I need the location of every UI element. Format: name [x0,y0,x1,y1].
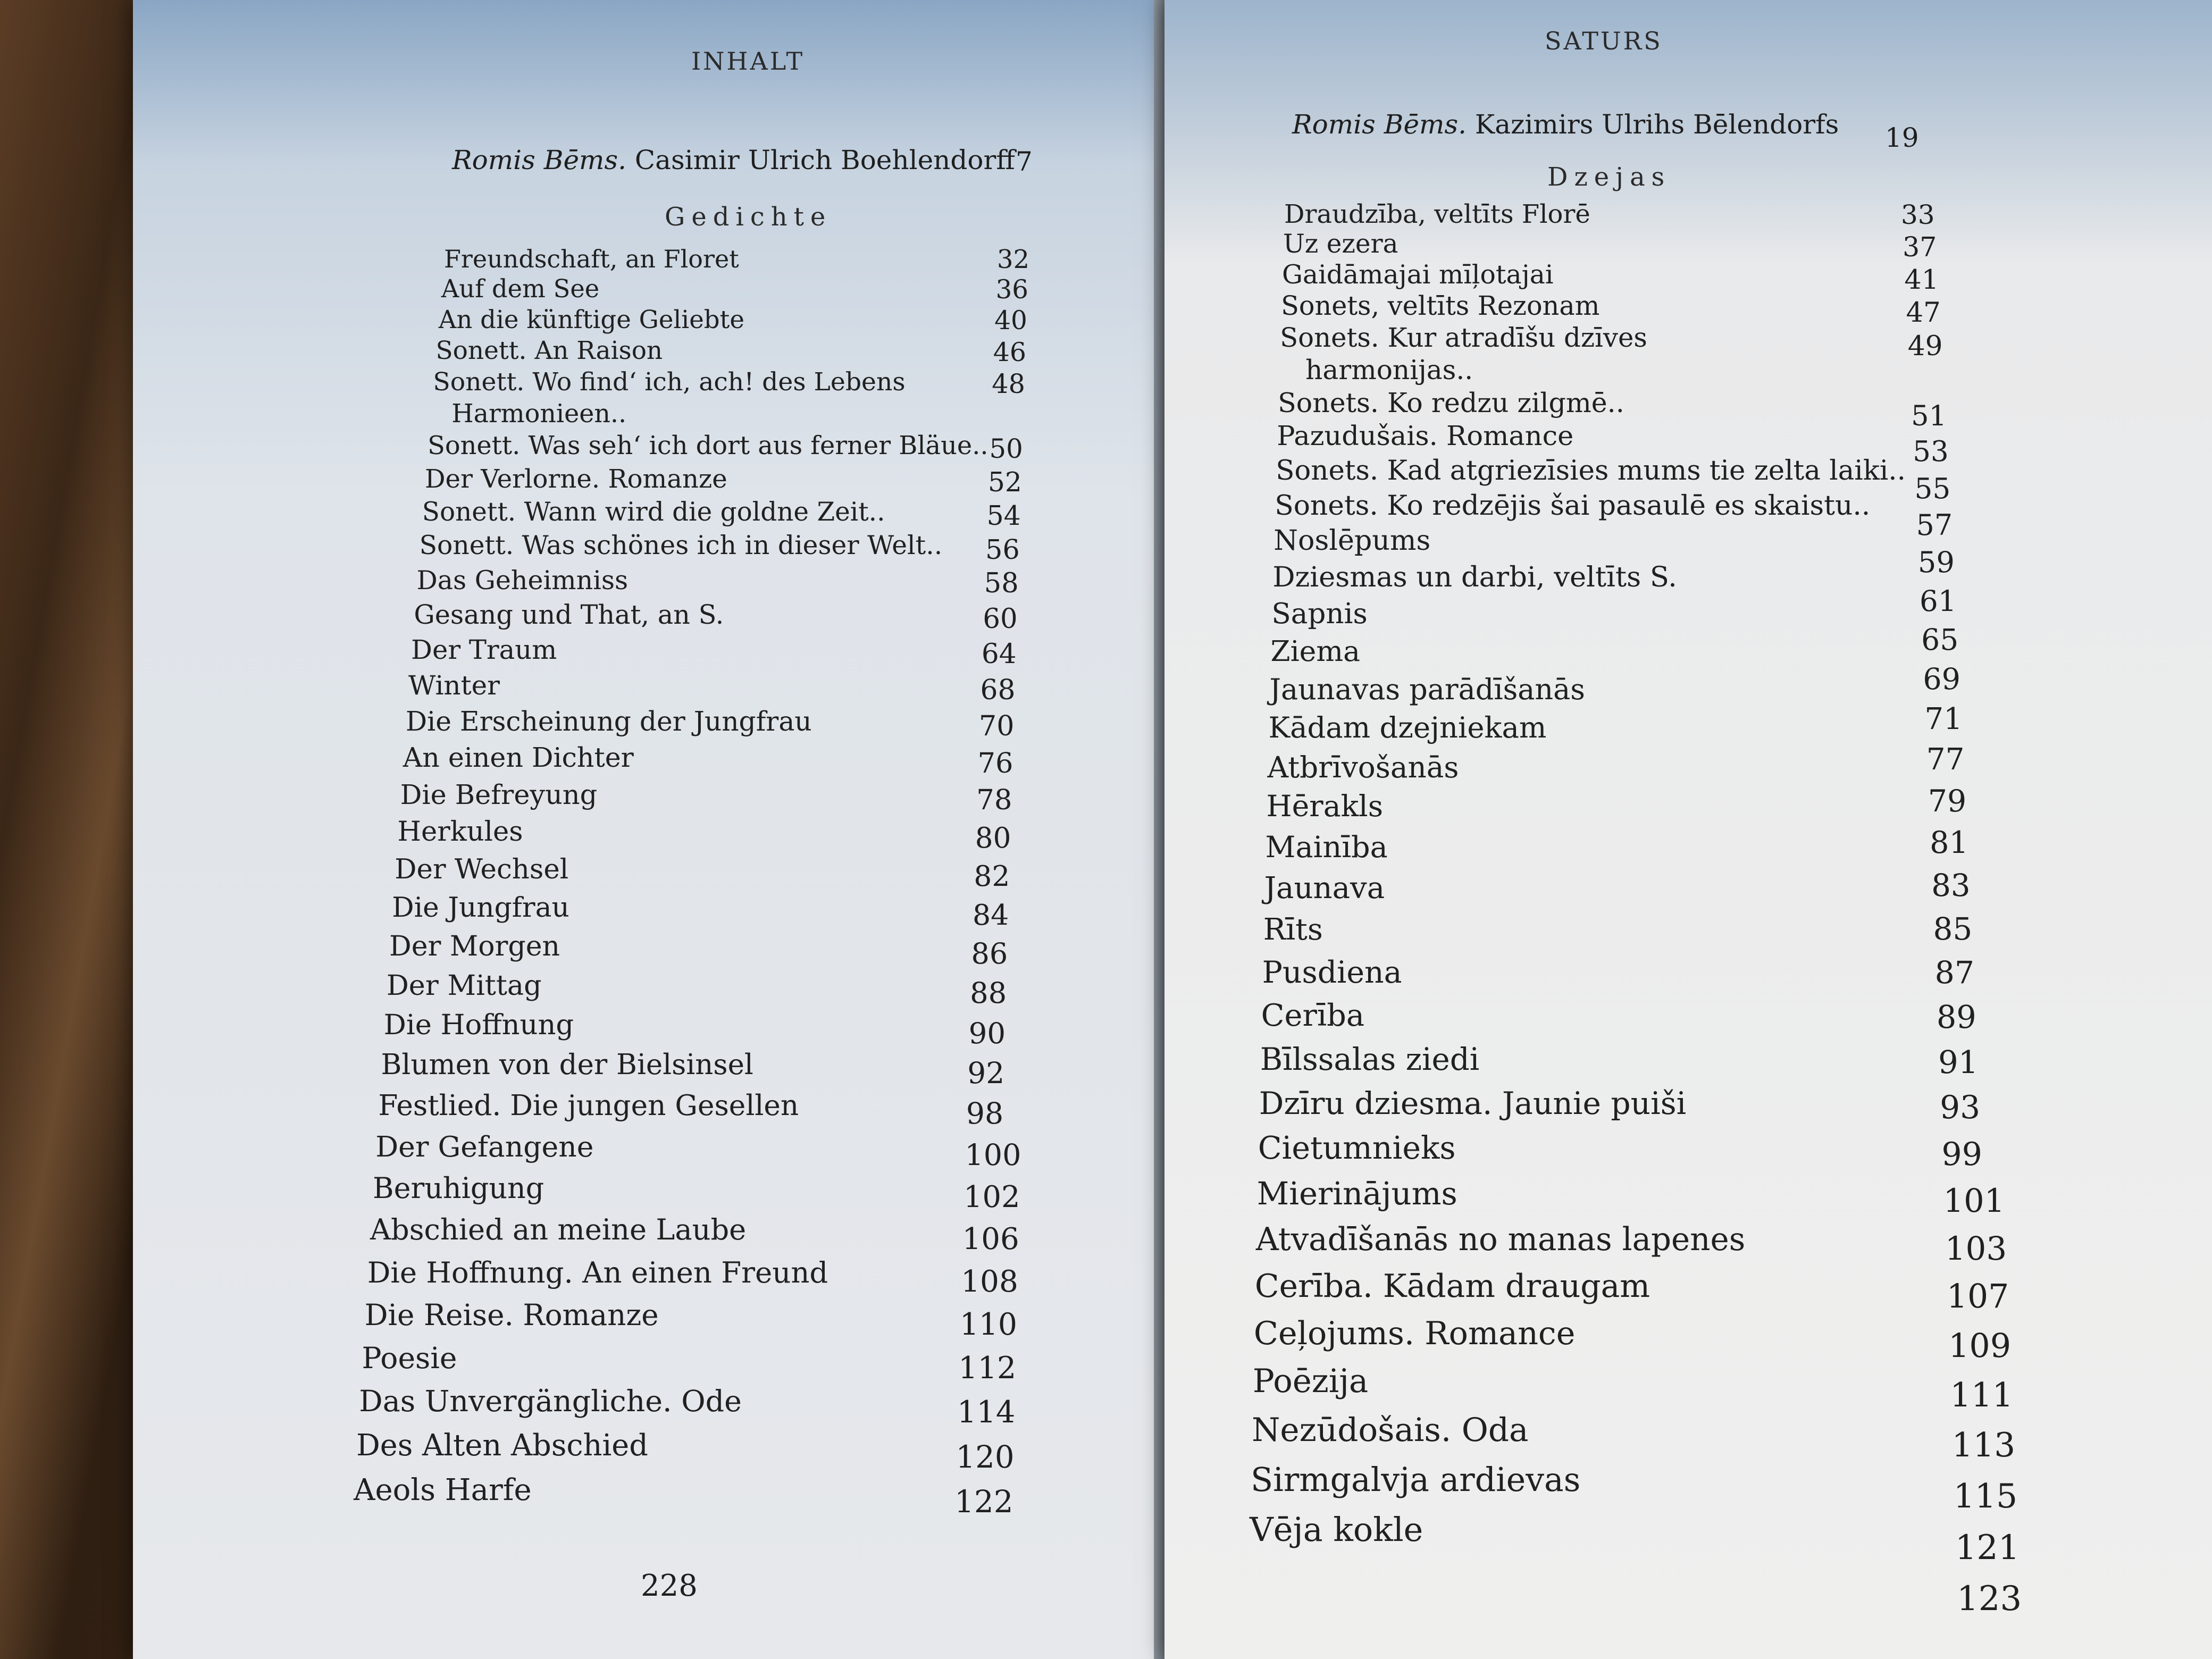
toc-entry-title: Die Befreyung [400,778,598,810]
toc-entry-page: 46 [993,337,1026,367]
toc-entry-title: Der Wechsel [395,853,569,886]
running-head: SATURS [1545,27,1663,55]
toc-entry-page: 48 [992,368,1025,400]
toc-entry-title: Die Erscheinung der Jungfrau [405,706,812,738]
toc-entry-title: Sonett. Wo find‘ ich, ach! des Lebens [433,367,906,397]
toc-entry-page: 103 [1945,1229,2007,1268]
toc-entry-title: Mainība [1265,830,1388,865]
toc-entry-page: 86 [971,936,1008,970]
toc-entry-page: 101 [1943,1182,2005,1220]
toc-entry-page: 111 [1950,1376,2014,1415]
toc-entry-title: Die Reise. Romanze [364,1297,659,1332]
toc-entry-page: 109 [1948,1326,2012,1365]
intro-page-number: 7 [1016,146,1033,177]
toc-entry-page: 115 [1953,1476,2018,1516]
toc-entry-title: Sonets. Kur atradīšu dzīves [1280,322,1647,353]
toc-entry-title: Pusdiena [1262,954,1402,990]
toc-entry-title: Freundschaft, an Floret [444,245,739,273]
toc-entry-page: 83 [1931,868,1971,903]
toc-entry-title: Kādam dzejniekam [1268,711,1547,744]
toc-entry-title: Draudzība, veltīts Florē [1284,199,1590,229]
toc-entry-page: 53 [1913,435,1949,468]
toc-entry-page: 65 [1921,622,1959,657]
toc-entry-page: 122 [954,1484,1013,1520]
toc-entry-page: 108 [961,1264,1018,1299]
toc-entry-page: 98 [966,1096,1004,1131]
toc-entry-page: 69 [1923,661,1960,697]
toc-entry-page: 87 [1934,954,1975,991]
toc-entry-page: 84 [972,898,1009,932]
toc-entry-page: 58 [984,568,1019,600]
toc-entry-page: 123 [1957,1579,2022,1619]
toc-entry-page: 80 [975,821,1011,854]
toc-entry-title: Herkules [397,816,523,848]
toc-entry-title: Das Geheimniss [416,565,629,596]
toc-entry-title: Sirmgalvja ardievas [1250,1460,1581,1499]
toc-entry-title: Die Hoffnung. An einen Freund [367,1255,828,1289]
toc-entry-page: 32 [997,245,1030,274]
toc-entry-title: Blumen von der Bielsinsel [381,1049,753,1082]
right-page [1164,0,2212,1659]
toc-entry-page: 41 [1904,263,1939,295]
intro-title: Casimir Ulrich Boehlendorff [634,145,1015,175]
toc-entry-title: Sonett. Was seh‘ ich dort aus ferner Bläue.. [428,431,988,461]
intro-page-number: 19 [1885,122,1919,153]
toc-entry-title: Beruhigung [373,1171,544,1205]
toc-entry-title: Jaunavas parādīšanās [1269,672,1585,706]
toc-entry-title: Des Alten Abschied [356,1428,648,1463]
toc-entry-title: Atbrīvošanās [1267,750,1459,784]
toc-entry-page: 82 [974,859,1010,893]
toc-entry-title: Poēzija [1252,1363,1369,1401]
toc-entry-page: 71 [1924,701,1963,736]
toc-entry-page: 114 [957,1394,1016,1430]
toc-entry-title: harmonijas.. [1305,354,1473,386]
toc-entry-title: Cietumnieks [1258,1130,1456,1167]
toc-entry-title: Sonett. Wann wird die goldne Zeit.. [422,497,885,527]
toc-entry-page: 90 [968,1016,1006,1050]
toc-entry-page: 49 [1907,330,1943,363]
toc-entry-title: Gesang und That, an S. [414,599,724,631]
toc-entry-title: Der Mittag [386,969,542,1002]
section-title: Dzejas [1547,162,1671,192]
toc-entry-title: Sonets, veltīts Rezonam [1281,290,1600,322]
toc-entry-title: Harmonieen.. [451,399,627,429]
toc-entry-title: Festlied. Die jungen Gesellen [378,1089,799,1122]
toc-entry-title: Dzīru dziesma. Jaunie puiši [1259,1085,1687,1121]
toc-entry-title: Abschied an meine Laube [370,1213,747,1247]
toc-entry-page: 77 [1926,742,1965,777]
toc-entry-page: 54 [986,500,1021,531]
toc-entry-page: 55 [1914,471,1951,505]
toc-entry-page: 89 [1936,999,1976,1036]
toc-entry-page: 106 [962,1221,1019,1256]
intro-entry [1292,109,1839,140]
toc-entry-page: 107 [1946,1278,2009,1316]
toc-entry-page: 81 [1930,825,1968,861]
toc-entry-title: Uz ezera [1283,229,1398,259]
toc-entry-title: Sapnis [1271,597,1368,631]
intro-author: Romis Bēms. [1292,109,1467,140]
toc-entry-page: 50 [989,433,1023,464]
toc-entry-page: 113 [1951,1426,2016,1465]
toc-entry-page: 40 [994,305,1027,336]
toc-entry-page: 70 [979,710,1015,742]
toc-entry-page: 68 [980,674,1016,706]
toc-entry-page: 61 [1920,583,1957,618]
toc-entry-title: Das Unvergängliche. Ode [359,1384,742,1419]
toc-entry-title: Der Gefangene [375,1130,594,1164]
toc-entry-title: Aeols Harfe [354,1473,532,1507]
toc-entry-title: Ziema [1270,634,1360,668]
toc-entry-page: 78 [976,784,1012,817]
toc-entry-page: 79 [1928,783,1967,819]
section-title: Gedichte [665,202,832,232]
toc-entry-title: Noslēpums [1273,524,1431,557]
left-page [133,0,1175,1659]
toc-entry-title: An die künftige Geliebte [438,305,744,334]
toc-entry-title: Rīts [1263,912,1323,948]
toc-entry-title: Nezūdošais. Oda [1251,1411,1529,1449]
toc-entry-page: 112 [958,1351,1017,1386]
toc-entry-title: Der Morgen [389,930,560,962]
toc-entry-page: 59 [1917,546,1955,580]
toc-entry-title: Der Traum [411,634,557,666]
intro-title: Kazimirs Ulrihs Bēlendorfs [1474,109,1839,140]
toc-entry-title: Dziesmas un darbi, veltīts S. [1272,560,1677,593]
toc-entry-title: Atvadīšanās no manas lapenes [1255,1221,1746,1258]
toc-entry-page: 121 [1955,1527,2020,1567]
toc-entry-title: Ceļojums. Romance [1253,1315,1576,1353]
toc-entry-title: An einen Dichter [403,742,634,774]
running-head: INHALT [691,47,805,76]
toc-entry-page: 100 [965,1138,1021,1173]
toc-entry-title: Vēja kokle [1250,1510,1423,1549]
toc-entry-page: 99 [1941,1135,1982,1173]
toc-entry-page: 36 [995,275,1029,305]
toc-entry-title: Pazudušais. Romance [1277,421,1574,453]
toc-entry-page: 52 [988,466,1022,498]
toc-entry-title: Auf dem See [441,274,600,304]
toc-entry-page: 91 [1938,1043,1979,1080]
toc-entry-page: 60 [983,603,1018,635]
toc-entry-page: 64 [981,638,1017,671]
intro-entry [452,145,1015,175]
toc-entry-title: Der Verlorne. Romanze [424,464,727,494]
toc-entry-title: Sonets. Kad atgriezīsies mums tie zelta laiki.. [1276,455,1906,487]
toc-entry-title: Sonett. An Raison [435,336,663,365]
toc-entry-page: 110 [959,1307,1018,1343]
page-folio: 228 [641,1569,698,1603]
toc-entry-title: Bīlssalas ziedi [1260,1041,1480,1078]
toc-entry-title: Sonett. Was schönes ich in dieser Welt.. [419,531,943,561]
toc-entry-page: 85 [1933,910,1973,947]
toc-entry-page: 37 [1903,231,1937,263]
toc-entry-title: Mierinājums [1256,1175,1457,1212]
toc-entry-page: 33 [1901,199,1935,230]
toc-entry-title: Sonets. Ko redzu zilgmē.. [1278,387,1624,419]
toc-entry-page: 88 [970,976,1007,1010]
toc-entry-page: 76 [977,747,1013,780]
toc-entry-page: 120 [956,1438,1015,1475]
toc-entry-title: Poesie [362,1340,457,1375]
toc-entry-title: Gaidāmajai mīļotajai [1282,259,1554,290]
toc-entry-page: 102 [963,1179,1020,1214]
intro-author: Romis Bēms. [452,145,627,175]
toc-entry-page: 92 [967,1056,1005,1091]
toc-entry-title: Cerība. Kādam draugam [1254,1268,1650,1305]
toc-entry-page: 93 [1940,1089,1981,1126]
toc-entry-page: 51 [1911,399,1947,432]
toc-entry-page: 57 [1916,508,1953,542]
toc-entry-title: Hērakls [1266,790,1384,824]
toc-entry-title: Winter [408,669,500,701]
toc-entry-title: Sonets. Ko redzējis šai pasaulē es skaistu.. [1275,489,1871,522]
toc-entry-title: Jaunava [1264,871,1385,906]
toc-entry-title: Cerība [1261,998,1365,1034]
toc-entry-page: 56 [985,533,1020,565]
toc-entry-title: Die Hoffnung [383,1009,574,1042]
toc-entry-title: Die Jungfrau [392,892,569,924]
toc-entry-page: 47 [1906,297,1941,329]
